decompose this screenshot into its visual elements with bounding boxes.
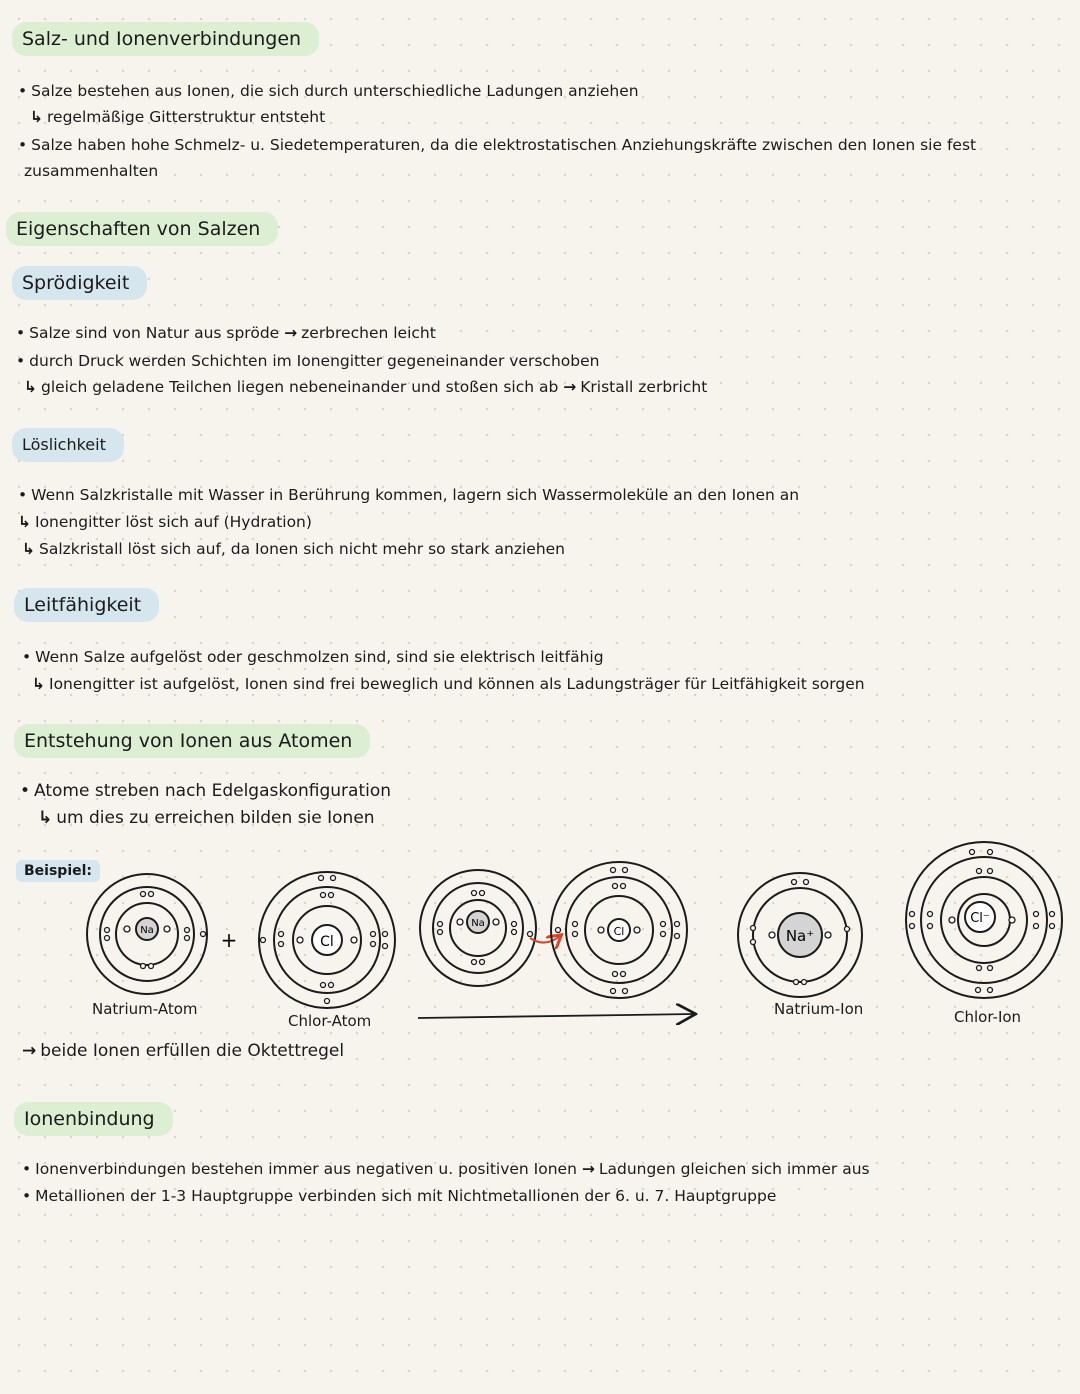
natrium-atom-label: Natrium-Atom	[92, 1000, 198, 1018]
intro-text-2: regelmäßige Gitterstruktur entsteht	[47, 108, 326, 126]
intro-text-1: Salze bestehen aus Ionen, die sich durch unterschiedliche Ladungen anziehen	[31, 82, 639, 100]
bullet-icon: •	[16, 352, 26, 370]
loeslichkeit-text-1: Wenn Salzkristalle mit Wasser in Berührung kommen, lagern sich Wassermoleküle an den Ionen an	[31, 486, 800, 504]
sub-arrow-icon: ↳	[22, 540, 35, 558]
loeslichkeit-line-1	[18, 484, 799, 506]
sproedigkeit-line-2	[16, 350, 599, 372]
bullet-icon: •	[22, 648, 32, 666]
entstehung-line-2	[38, 807, 375, 829]
bullet-icon: •	[22, 1187, 32, 1205]
loeslichkeit-heading: Löslichkeit	[12, 428, 124, 462]
plus-sign: +	[220, 928, 238, 952]
sproedigkeit-text-3: gleich geladene Teilchen liegen nebeneinander und stoßen sich ab	[41, 378, 559, 396]
ionenbindung-text-2: Metallionen der 1-3 Hauptgruppe verbinden sich mit Nichtmetallionen der 6. u. 7. Hauptgruppe	[35, 1187, 777, 1205]
sub-arrow-icon: ↳	[18, 513, 31, 531]
arrow-right-icon: →	[284, 324, 298, 342]
bullet-icon: •	[20, 781, 31, 801]
bullet-icon: •	[18, 82, 28, 100]
conclusion-text: beide Ionen erfüllen die Oktettregel	[40, 1041, 345, 1061]
bullet-icon: •	[22, 1160, 32, 1178]
leitfaehigkeit-text-1: Wenn Salze aufgelöst oder geschmolzen sind, sind sie elektrisch leitfähig	[35, 648, 604, 666]
arrow-right-icon: →	[563, 378, 577, 396]
loeslichkeit-text-2: Ionengitter löst sich auf (Hydration)	[35, 513, 312, 531]
entstehung-text-2: um dies zu erreichen bilden sie Ionen	[56, 808, 375, 828]
intro-line-4	[24, 160, 158, 182]
leitfaehigkeit-text-2: Ionengitter ist aufgelöst, Ionen sind frei beweglich und können als Ladungsträger für Leitfähigkeit sorgen	[49, 675, 865, 693]
page-title: Salz- und Ionenverbindungen	[12, 22, 319, 56]
ionenbindung-heading: Ionenbindung	[14, 1102, 173, 1136]
beispiel-label: Beispiel:	[16, 860, 100, 882]
cl-symbol: Cl	[320, 934, 334, 950]
sub-arrow-icon: ↳	[38, 808, 53, 828]
sproedigkeit-line-1	[16, 322, 436, 344]
intro-line-2	[30, 106, 325, 128]
ionenbindung-text-1: Ionenverbindungen bestehen immer aus negativen u. positiven Ionen	[35, 1160, 577, 1178]
conclusion-line	[22, 1040, 344, 1062]
na-ion-symbol: Na⁺	[785, 927, 815, 945]
natrium-ion-label: Natrium-Ion	[774, 1000, 864, 1018]
sproedigkeit-text-3b: Kristall zerbricht	[580, 378, 708, 396]
properties-heading: Eigenschaften von Salzen	[6, 212, 278, 246]
leitfaehigkeit-line-1	[22, 646, 604, 668]
arrow-right-icon: →	[22, 1041, 37, 1061]
intro-line-1	[18, 80, 639, 102]
sproedigkeit-text-2: durch Druck werden Schichten im Ionengitter gegeneinander verschoben	[29, 352, 600, 370]
na-transfer-symbol: Na	[471, 918, 485, 929]
bullet-icon: •	[16, 324, 26, 342]
sub-arrow-icon: ↳	[30, 108, 43, 126]
ionenbindung-text-1b: Ladungen gleichen sich immer aus	[598, 1160, 870, 1178]
cl-ion-symbol: Cl⁻	[970, 911, 990, 926]
entstehung-line-1	[20, 780, 391, 802]
chlor-atom-label: Chlor-Atom	[288, 1012, 372, 1030]
na-symbol: Na	[140, 925, 154, 936]
sproedigkeit-text-1b: zerbrechen leicht	[301, 324, 436, 342]
leitfaehigkeit-heading: Leitfähigkeit	[14, 588, 159, 622]
intro-text-4: zusammenhalten	[24, 162, 159, 180]
loeslichkeit-text-3: Salzkristall löst sich auf, da Ionen sich nicht mehr so stark anziehen	[39, 540, 566, 558]
loeslichkeit-line-2	[18, 511, 312, 533]
intro-text-3: Salze haben hohe Schmelz- u. Siedetemperaturen, da die elektrostatischen Anziehungskräfte zwischen den Ionen sie fest	[31, 136, 977, 154]
chlor-ion-label: Chlor-Ion	[954, 1008, 1022, 1026]
ionenbindung-line-1	[22, 1158, 870, 1180]
intro-line-3	[18, 134, 976, 156]
ionenbindung-line-2	[22, 1185, 776, 1207]
sproedigkeit-line-3	[24, 376, 707, 398]
entstehung-text-1: Atome streben nach Edelgaskonfiguration	[34, 781, 392, 801]
arrow-right-icon: →	[581, 1160, 595, 1178]
bullet-icon: •	[18, 136, 28, 154]
sub-arrow-icon: ↳	[24, 378, 37, 396]
entstehung-heading: Entstehung von Ionen aus Atomen	[14, 724, 370, 758]
reaction-arrow	[418, 1014, 694, 1018]
sproedigkeit-text-1: Salze sind von Natur aus spröde	[29, 324, 280, 342]
cl-transfer-symbol: Cl	[613, 925, 625, 938]
sub-arrow-icon: ↳	[32, 675, 45, 693]
bullet-icon: •	[18, 486, 28, 504]
leitfaehigkeit-line-2	[32, 673, 865, 695]
sproedigkeit-heading: Sprödigkeit	[12, 266, 147, 300]
loeslichkeit-line-3	[22, 538, 565, 560]
